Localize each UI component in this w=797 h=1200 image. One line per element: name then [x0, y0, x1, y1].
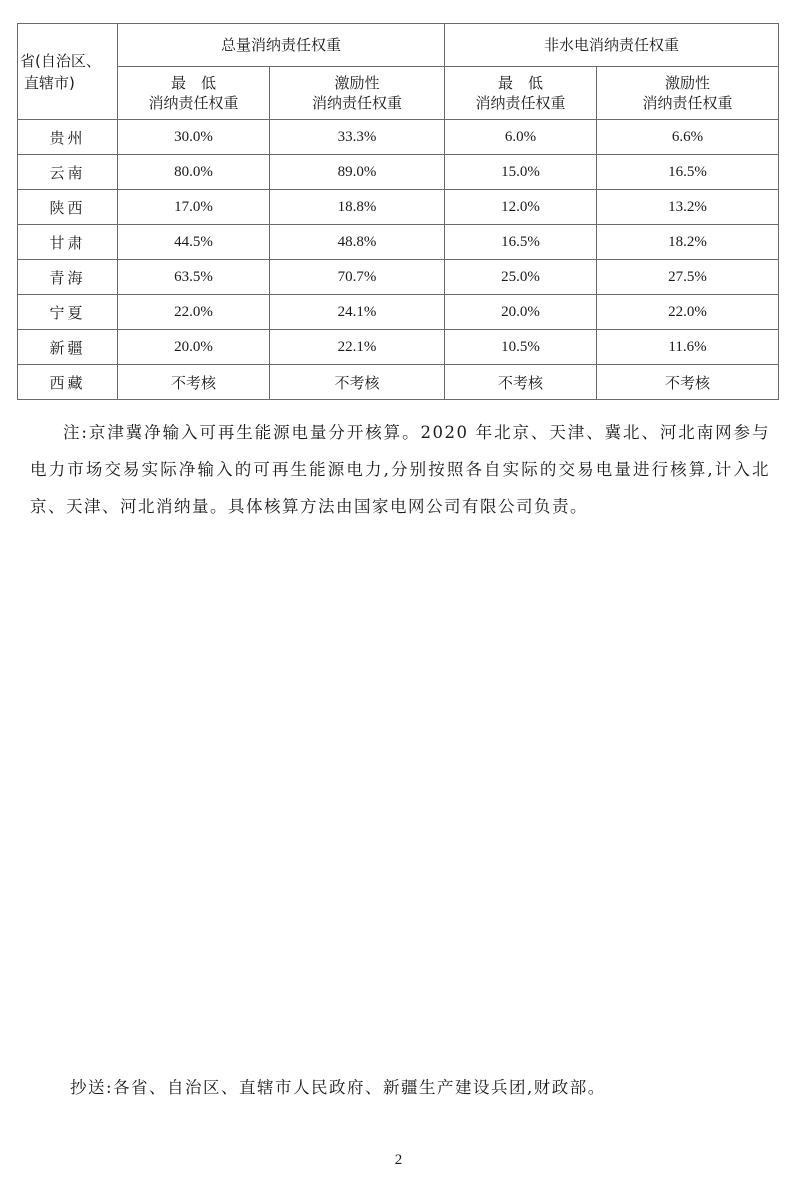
- nonhydro-incentive-cell: 27.5%: [597, 260, 779, 295]
- nonhydro-min-cell: 20.0%: [445, 295, 597, 330]
- total-min-cell: 80.0%: [118, 155, 270, 190]
- corner-header-line1: 省(自治区、: [20, 51, 101, 70]
- province-cell: 宁夏: [18, 295, 118, 330]
- total-min-cell: 不考核: [118, 365, 270, 400]
- nonhydro-incentive-cell: 6.6%: [597, 120, 779, 155]
- table-row: [18, 365, 779, 400]
- nonhydro-incentive-cell: 18.2%: [597, 225, 779, 260]
- province-cell: 新疆: [18, 330, 118, 365]
- total-min-header-line1: 最 低: [170, 74, 216, 92]
- total-incentive-header: [270, 67, 445, 120]
- page-number: 2: [394, 1152, 403, 1168]
- total-min-cell: 44.5%: [118, 225, 270, 260]
- province-cell: 云南: [18, 155, 118, 190]
- province-column-header: [18, 24, 118, 120]
- nonhydro-min-header: [445, 67, 597, 120]
- province-cell: 贵州: [18, 120, 118, 155]
- total-incentive-cell: 24.1%: [270, 295, 445, 330]
- nonhydro-min-cell: 10.5%: [445, 330, 597, 365]
- nonhydro-min-header-line2: 消纳责任权重: [475, 94, 566, 112]
- total-weight-group-header: 总量消纳责任权重: [118, 24, 445, 67]
- province-cell: 甘肃: [18, 225, 118, 260]
- total-min-cell: 17.0%: [118, 190, 270, 225]
- nonhydro-min-cell: 15.0%: [445, 155, 597, 190]
- nonhydro-incentive-cell: 11.6%: [597, 330, 779, 365]
- table-note: 注:京津冀净输入可再生能源电量分开核算。2020 年北京、天津、冀北、河北南网参与电力市场交易实际净输入的可再生能源电力,分别按照各自实际的交易电量进行核算,计入北京、天津、河北消纳量。具体核算方法由国家电网公司有限公司负责。: [30, 423, 770, 516]
- table-row: [18, 225, 779, 260]
- nonhydro-incentive-cell: 16.5%: [597, 155, 779, 190]
- nonhydro-weight-group-header: 非水电消纳责任权重: [445, 24, 779, 67]
- total-incentive-cell: 不考核: [270, 365, 445, 400]
- nonhydro-incentive-cell: 13.2%: [597, 190, 779, 225]
- nonhydro-min-cell: 25.0%: [445, 260, 597, 295]
- nonhydro-min-cell: 不考核: [445, 365, 597, 400]
- nonhydro-incentive-cell: 不考核: [597, 365, 779, 400]
- province-cell: 西藏: [18, 365, 118, 400]
- total-incentive-cell: 18.8%: [270, 190, 445, 225]
- nonhydro-min-cell: 16.5%: [445, 225, 597, 260]
- total-min-cell: 22.0%: [118, 295, 270, 330]
- nonhydro-incentive-cell: 22.0%: [597, 295, 779, 330]
- nonhydro-incentive-header-line2: 消纳责任权重: [642, 94, 733, 112]
- province-cell: 陕西: [18, 190, 118, 225]
- table-row: [18, 120, 779, 155]
- total-incentive-cell: 33.3%: [270, 120, 445, 155]
- table-row: [18, 330, 779, 365]
- nonhydro-min-cell: 12.0%: [445, 190, 597, 225]
- province-cell: 青海: [18, 260, 118, 295]
- total-incentive-cell: 70.7%: [270, 260, 445, 295]
- total-incentive-cell: 22.1%: [270, 330, 445, 365]
- total-incentive-header-line1: 激励性: [334, 74, 380, 92]
- table-row: [18, 260, 779, 295]
- nonhydro-incentive-header-line1: 激励性: [665, 74, 711, 92]
- total-incentive-header-line2: 消纳责任权重: [312, 94, 403, 112]
- cc-recipients: 抄送:各省、自治区、直辖市人民政府、新疆生产建设兵团,财政部。: [70, 1078, 606, 1097]
- total-incentive-cell: 89.0%: [270, 155, 445, 190]
- table-row: [18, 155, 779, 190]
- total-min-header-line2: 消纳责任权重: [148, 94, 239, 112]
- total-min-cell: 30.0%: [118, 120, 270, 155]
- total-min-header: [118, 67, 270, 120]
- total-min-cell: 20.0%: [118, 330, 270, 365]
- nonhydro-incentive-header: [597, 67, 779, 120]
- total-incentive-cell: 48.8%: [270, 225, 445, 260]
- renewable-quota-table: [17, 23, 779, 400]
- total-min-cell: 63.5%: [118, 260, 270, 295]
- nonhydro-min-header-line1: 最 低: [498, 74, 544, 92]
- nonhydro-min-cell: 6.0%: [445, 120, 597, 155]
- table-row: [18, 190, 779, 225]
- corner-header-line2: 直辖市): [24, 73, 75, 92]
- table-row: [18, 295, 779, 330]
